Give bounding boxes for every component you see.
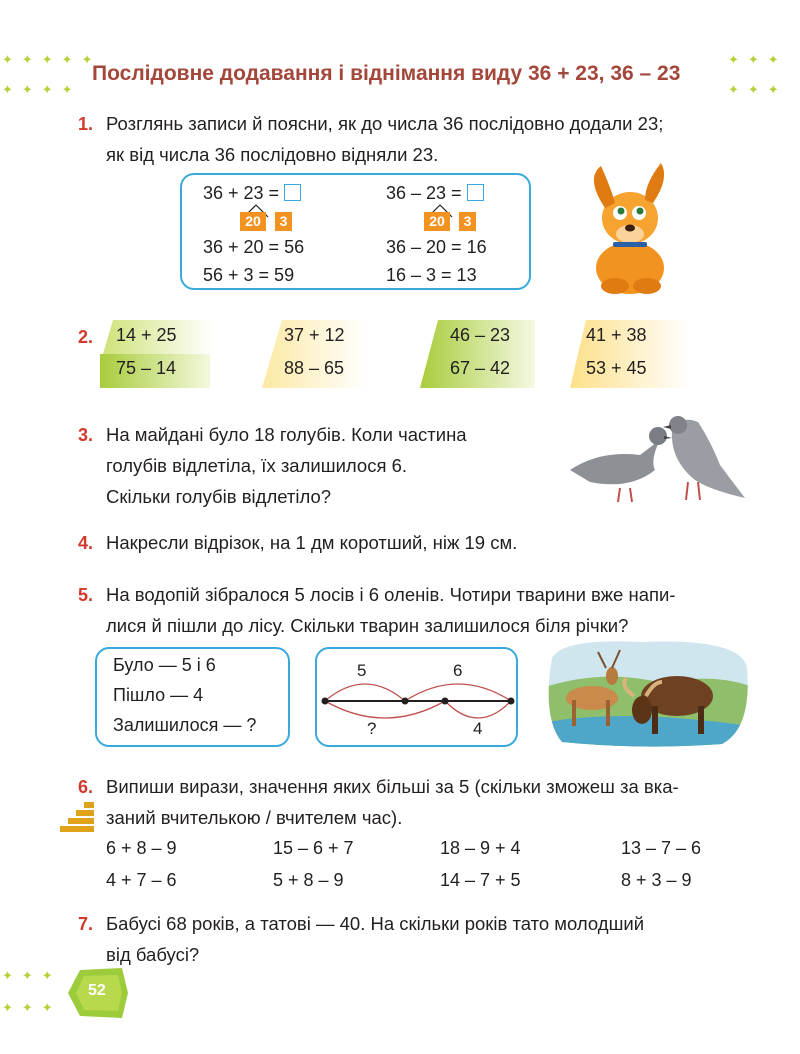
part-tag-20-right: 20 xyxy=(424,212,450,231)
task1-example-box xyxy=(180,173,531,290)
diagram-label: 4 xyxy=(473,719,483,738)
task2-expr: 37 + 12 xyxy=(284,325,345,345)
task3-number: 3. xyxy=(78,425,94,445)
short-record-line: Було — 5 і 6 xyxy=(113,655,216,675)
task2-expr: 41 + 38 xyxy=(586,325,647,345)
task1-left-line2: 56 + 3 = 59 xyxy=(203,265,295,285)
task2-expr: 67 – 42 xyxy=(450,358,511,378)
task6-expr: 8 + 3 – 9 xyxy=(621,870,692,890)
task6-line-1: Випиши вирази, значення яких більші за 5 (скільки зможеш за вка- xyxy=(106,776,679,797)
short-record-line: Пішло — 4 xyxy=(113,685,204,705)
difficulty-stairs-icon xyxy=(60,802,96,832)
task5-text xyxy=(106,579,676,641)
task3-line-3: Скільки голубів відлетіло? xyxy=(106,486,332,507)
task6-line-2: заний вчителькою / вчителем час). xyxy=(106,807,403,828)
task2-expr: 88 – 65 xyxy=(284,358,345,378)
task7-line-1: Бабусі 68 років, а татові — 40. На скільки років тато молодший xyxy=(106,913,645,934)
task1-right-top xyxy=(386,183,484,204)
task7-line-2: від бабусі? xyxy=(106,944,200,965)
decor-dots-top-right: ✦✦✦ xyxy=(728,52,788,67)
task7-number: 7. xyxy=(78,914,94,934)
task5-line-2: лися й пішли до лісу. Скільки тварин залишилося біля річки? xyxy=(106,615,629,636)
part-tag-3-right: 3 xyxy=(459,212,476,231)
task1-left-expr: 36 + 23 = xyxy=(203,183,280,203)
decor-dots-top-right-2: ✦✦✦ xyxy=(728,82,788,97)
short-record-line: Залишилося — ? xyxy=(113,715,257,735)
pigeons-illustration xyxy=(560,410,750,505)
task6-expr: 5 + 8 – 9 xyxy=(273,870,344,890)
task6-expr: 18 – 9 + 4 xyxy=(440,838,521,858)
diagram-label: 5 xyxy=(357,661,367,680)
task6-expr: 13 – 7 – 6 xyxy=(621,838,702,858)
task7-text xyxy=(106,908,644,970)
task2-expr: 14 + 25 xyxy=(116,325,177,345)
decor-dots-bottom-left: ✦✦✦ xyxy=(2,968,62,983)
decor-dots-bottom-left-2: ✦✦✦ xyxy=(2,1000,62,1015)
diagram-label: ? xyxy=(367,719,377,738)
task2-expr: 46 – 23 xyxy=(450,325,511,345)
task4-number: 4. xyxy=(78,533,94,553)
page-title: Послідовне додавання і віднімання виду 36 + 23, 36 – 23 xyxy=(92,62,681,85)
dog-illustration xyxy=(575,158,685,298)
answer-box xyxy=(284,184,301,201)
task5-diagram xyxy=(315,647,518,747)
task6-expr: 15 – 6 + 7 xyxy=(273,838,354,858)
task5-number: 5. xyxy=(78,585,94,605)
segment-diagram xyxy=(317,649,516,745)
task1-right-expr: 36 – 23 = xyxy=(386,183,462,203)
task5-short-record xyxy=(95,647,290,747)
task3-text xyxy=(106,419,467,512)
task5-line-1: На водопій зібралося 5 лосів і 6 оленів. Чотири тварини вже напи- xyxy=(106,584,676,605)
task6-number: 6. xyxy=(78,777,94,797)
diagram-label: 6 xyxy=(453,661,463,680)
task6-expr: 4 + 7 – 6 xyxy=(106,870,177,890)
task1-right-line2: 16 – 3 = 13 xyxy=(386,265,477,285)
task1-line-2: як від числа 36 послідовно відняли 23. xyxy=(106,144,439,165)
task3-line-2: голубів відлетіла, їх залишилося 6. xyxy=(106,455,408,476)
task2-expr: 75 – 14 xyxy=(116,358,177,378)
task6-text xyxy=(106,771,679,833)
answer-box xyxy=(467,184,484,201)
decor-dots-top-left: ✦✦✦✦✦ xyxy=(2,52,102,67)
task6-expr: 6 + 8 – 9 xyxy=(106,838,177,858)
deer-moose-illustration xyxy=(542,638,750,748)
decor-dots-top-left-2: ✦✦✦✦ xyxy=(2,82,82,97)
task1-left-top xyxy=(203,183,301,204)
task3-line-1: На майдані було 18 голубів. Коли частина xyxy=(106,424,467,445)
task1-number: 1. xyxy=(78,114,94,134)
task1-left-line1: 36 + 20 = 56 xyxy=(203,237,305,257)
part-tag-3-left: 3 xyxy=(275,212,292,231)
task1-line-1: Розглянь записи й поясни, як до числа 36 послідовно додали 23; xyxy=(106,113,664,134)
task2-expr: 53 + 45 xyxy=(586,358,647,378)
task4-text: Накресли відрізок, на 1 дм коротший, ніж 19 см. xyxy=(106,532,518,553)
task2-number: 2. xyxy=(78,327,94,347)
part-tag-20-left: 20 xyxy=(240,212,266,231)
page-number: 52 xyxy=(88,982,106,999)
task1-right-line1: 36 – 20 = 16 xyxy=(386,237,487,257)
task6-expr: 14 – 7 + 5 xyxy=(440,870,521,890)
